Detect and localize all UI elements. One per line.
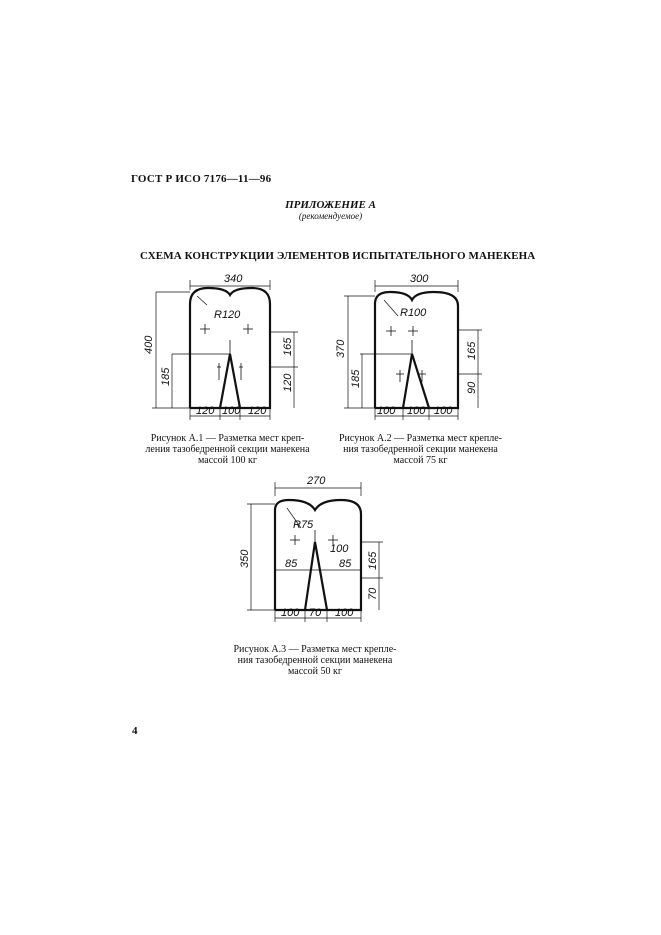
bottom-mid-label: 100 — [222, 405, 241, 417]
height-label: 400 — [143, 335, 155, 354]
right-upper-label: 165 — [466, 341, 478, 360]
figure-a2-drawing — [330, 270, 500, 420]
right-lower-label: 120 — [282, 373, 294, 392]
left-label: 185 — [160, 367, 172, 386]
page-number: 4 — [132, 725, 138, 737]
right-lower-label: 90 — [466, 381, 478, 394]
appendix-subtitle: (рекомендуемое) — [298, 211, 363, 221]
right-upper-label: 165 — [367, 551, 379, 570]
inner-left-label: 85 — [285, 558, 298, 570]
left-label: 185 — [350, 369, 362, 388]
width-label: 300 — [410, 273, 429, 285]
figure-a2-caption: Рисунок А.2 — Разметка мест крепле- ния тазобедренной секции манекена массой 75 кг — [339, 433, 502, 466]
radius-label: R100 — [400, 307, 427, 319]
bottom-left-label: 100 — [281, 607, 300, 619]
wedge — [220, 354, 240, 408]
bottom-mid-label: 70 — [309, 607, 322, 619]
apex-label: 100 — [330, 543, 349, 555]
bottom-right-label: 120 — [248, 405, 267, 417]
section-title: СХЕМА КОНСТРУКЦИИ ЭЛЕМЕНТОВ ИСПЫТАТЕЛЬНОГО МАНЕКЕНА — [140, 250, 536, 262]
bottom-right-label: 100 — [434, 405, 453, 417]
height-label: 370 — [335, 339, 347, 358]
appendix-title: ПРИЛОЖЕНИЕ А — [285, 199, 376, 211]
wedge — [403, 354, 429, 408]
right-upper-label: 165 — [282, 337, 294, 356]
figure-a3-caption: Рисунок А.3 — Разметка мест крепле- ния тазобедренной секции манекена массой 50 кг — [233, 644, 397, 677]
width-label: 340 — [224, 273, 243, 285]
bottom-left-label: 120 — [196, 405, 215, 417]
width-label: 270 — [307, 475, 326, 487]
figure-a1-drawing — [140, 270, 310, 420]
inner-right-label: 85 — [339, 558, 352, 570]
bottom-mid-label: 100 — [407, 405, 426, 417]
bottom-right-label: 100 — [335, 607, 354, 619]
figure-a1-caption: Рисунок А.1 — Разметка мест креп- ления тазобедренной секции манекена массой 100 кг — [145, 433, 310, 466]
height-label: 350 — [239, 549, 251, 568]
wedge — [305, 542, 327, 610]
figure-a3-drawing — [235, 470, 395, 625]
radius-label: R75 — [293, 519, 314, 531]
document-code: ГОСТ Р ИСО 7176—11—96 — [131, 173, 272, 185]
right-lower-label: 70 — [367, 587, 379, 600]
bottom-left-label: 100 — [377, 405, 396, 417]
radius-label: R120 — [214, 309, 241, 321]
